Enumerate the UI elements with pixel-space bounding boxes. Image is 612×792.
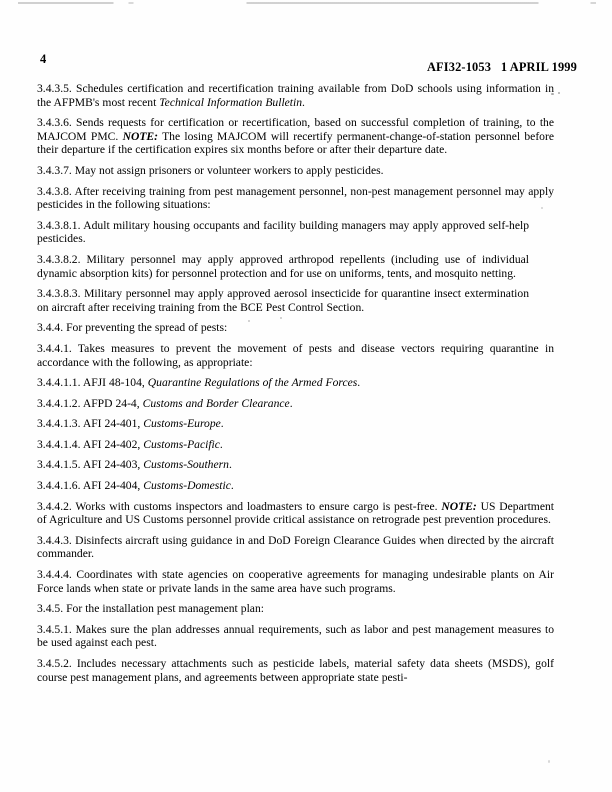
paragraph-text-cont: . — [357, 376, 361, 390]
paragraph-text: Works with customs inspectors and loadmasters to ensure cargo is pest-free. — [71, 499, 442, 513]
paragraph-number: 3.4.4.4. — [37, 568, 72, 582]
paragraph-3.4.5 — [37, 602, 577, 616]
publication-title: Customs and Border Clearance — [142, 396, 290, 410]
paragraph-text: Schedules certification and recertification training available from DoD schools using information in the AFPMB's most recent — [37, 82, 554, 109]
paragraph-number: 3.4.3.8.3. — [37, 287, 81, 301]
paragraph-number: 3.4.4.2. — [37, 499, 72, 513]
paragraph-number: 3.4.3.6. — [37, 116, 72, 130]
paragraph-3.4.5.1 — [37, 623, 554, 650]
paragraph-3.4.4.1.4 — [37, 438, 529, 452]
paragraph-3.4.4.3 — [37, 534, 554, 561]
paragraph-number: 3.4.5.2. — [37, 657, 72, 670]
paragraph-text-cont: . — [302, 95, 305, 109]
paragraph-text-cont: The losing MAJCOM will recertify permanent-change-of-station personnel before their departure if the certification expires six months before or after their departure date. — [37, 129, 554, 157]
paragraph-3.4.4.4 — [37, 568, 554, 595]
publication-title: Customs-Southern — [143, 458, 229, 472]
publication-title: Technical Information Bulletin — [159, 95, 303, 109]
paragraph-3.4.3.8.2 — [37, 253, 529, 280]
paragraph-text: Disinfects aircraft using guidance in and DoD Foreign Clearance Guides when directed by the aircraft commander. — [37, 533, 554, 561]
paragraph-text: AFPD 24-4, — [80, 396, 143, 410]
scan-speck — [548, 760, 550, 763]
publication-title: Customs-Domestic — [143, 479, 231, 493]
paragraph-text-cont: US Department of Agriculture and US Customs personnel provide critical assistance on retrograde pest prevention procedures. — [37, 499, 554, 527]
note-label: NOTE: — [441, 499, 477, 513]
paragraph-text-cont: . — [289, 396, 293, 410]
page-number: 4 — [40, 52, 47, 66]
paragraph-number: 3.4.4.1.4. — [37, 437, 81, 451]
paragraph-number: 3.4.4.1.2. — [37, 396, 81, 410]
paragraph-text: Sends requests for certification or recertification, based on successful completion of training, to the MAJCOM PMC. — [37, 116, 554, 143]
paragraph-number: 3.4.5. — [37, 602, 64, 616]
paragraph-3.4.4.1.1 — [37, 376, 529, 390]
paragraph-number: 3.4.3.5. — [37, 82, 72, 95]
paragraph-3.4.3.7 — [37, 164, 554, 178]
paragraph-text: After receiving training from pest management personnel, non-pest management personnel may apply pesticides in the following situations: — [37, 184, 554, 212]
paragraph-number: 3.4.4.1.5. — [37, 458, 81, 472]
paragraph-text-cont: . — [228, 458, 232, 472]
paragraph-text-cont: . — [230, 479, 234, 493]
paragraph-number: 3.4.3.7. — [37, 163, 72, 177]
scan-artifact-line — [18, 2, 596, 4]
paragraph-number: 3.4.3.8.2. — [37, 252, 81, 266]
paragraph-number: 3.4.3.8.1. — [37, 218, 81, 232]
paragraph-text-cont: . — [219, 437, 223, 451]
paragraph-text: AFI 24-401, — [80, 417, 144, 431]
paragraph-number: 3.4.4.1.6. — [37, 479, 81, 493]
paragraph-text: May not assign prisoners or volunteer workers to apply pesticides. — [71, 163, 384, 177]
publication-title: Customs-Pacific — [143, 437, 220, 451]
paragraph-text: AFI 24-403, — [80, 458, 144, 472]
paragraph-text: Coordinates with state agencies on cooperative agreements for managing undesirable plants on Air Force lands when state or private lands in the same area have such programs. — [37, 568, 554, 595]
note-label: NOTE: — [122, 129, 158, 143]
paragraph-3.4.3.8.1 — [37, 219, 529, 246]
paragraph-text: Adult military housing occupants and facility building managers may apply approved self-help pesticides. — [37, 218, 529, 246]
paragraph-3.4.4.1.3 — [37, 417, 529, 431]
body-text-column — [37, 82, 577, 691]
paragraph-number: 3.4.5.1. — [37, 622, 72, 636]
paragraph-number: 3.4.3.8. — [37, 184, 72, 198]
paragraph-text: Military personnel may apply approved arthropod repellents (including use of individual dynamic absorption kits) for personnel protection and for use on uniforms, tents, and mosquito netting. — [37, 252, 529, 280]
paragraph-3.4.4 — [37, 321, 577, 335]
paragraph-3.4.4.1 — [37, 342, 554, 369]
paragraph-3.4.4.2 — [37, 500, 554, 527]
paragraph-text: Includes necessary attachments such as pesticide labels, material safety data sheets (MSDS), golf course pest management plans, and agreements between appropriate state pesti- — [37, 657, 554, 684]
paragraph-text: For preventing the spread of pests: — [63, 321, 228, 335]
publication-title: Quarantine Regulations of the Armed Forces — [147, 376, 358, 390]
paragraph-number: 3.4.4.3. — [37, 533, 72, 547]
paragraph-3.4.3.5 — [37, 82, 554, 109]
paragraph-text: AFI 24-404, — [80, 479, 144, 493]
paragraph-text: Takes measures to prevent the movement of pests and disease vectors requiring quarantine in accordance with the following, as appropriate: — [37, 341, 554, 369]
paragraph-text: Makes sure the plan addresses annual requirements, such as labor and pest management measures to be used against each pest. — [37, 622, 554, 650]
paragraph-text: AFJI 48-104, — [80, 376, 148, 390]
paragraph-number: 3.4.4.1.1. — [37, 376, 81, 390]
paragraph-number: 3.4.4.1. — [37, 341, 72, 355]
paragraph-text: AFI 24-402, — [80, 437, 144, 451]
paragraph-3.4.3.8.3 — [37, 287, 529, 314]
paragraph-3.4.3.6 — [37, 116, 554, 157]
paragraph-number: 3.4.4.1.3. — [37, 417, 81, 431]
paragraph-number: 3.4.4. — [37, 321, 64, 335]
paragraph-3.4.3.8 — [37, 185, 554, 212]
publication-title: Customs-Europe — [143, 417, 221, 431]
document-header: AFI32-1053 1 APRIL 1999 — [426, 60, 577, 74]
paragraph-text: Military personnel may apply approved aerosol insecticide for quarantine insect extermination on aircraft after receiving training from the BCE Pest Control Section. — [37, 287, 529, 314]
paragraph-3.4.5.2 — [37, 657, 554, 684]
paragraph-3.4.4.1.6 — [37, 479, 529, 493]
paragraph-text-cont: . — [220, 417, 224, 431]
paragraph-3.4.4.1.2 — [37, 397, 529, 411]
paragraph-3.4.4.1.5 — [37, 458, 529, 472]
paragraph-text: For the installation pest management plan: — [63, 602, 264, 616]
